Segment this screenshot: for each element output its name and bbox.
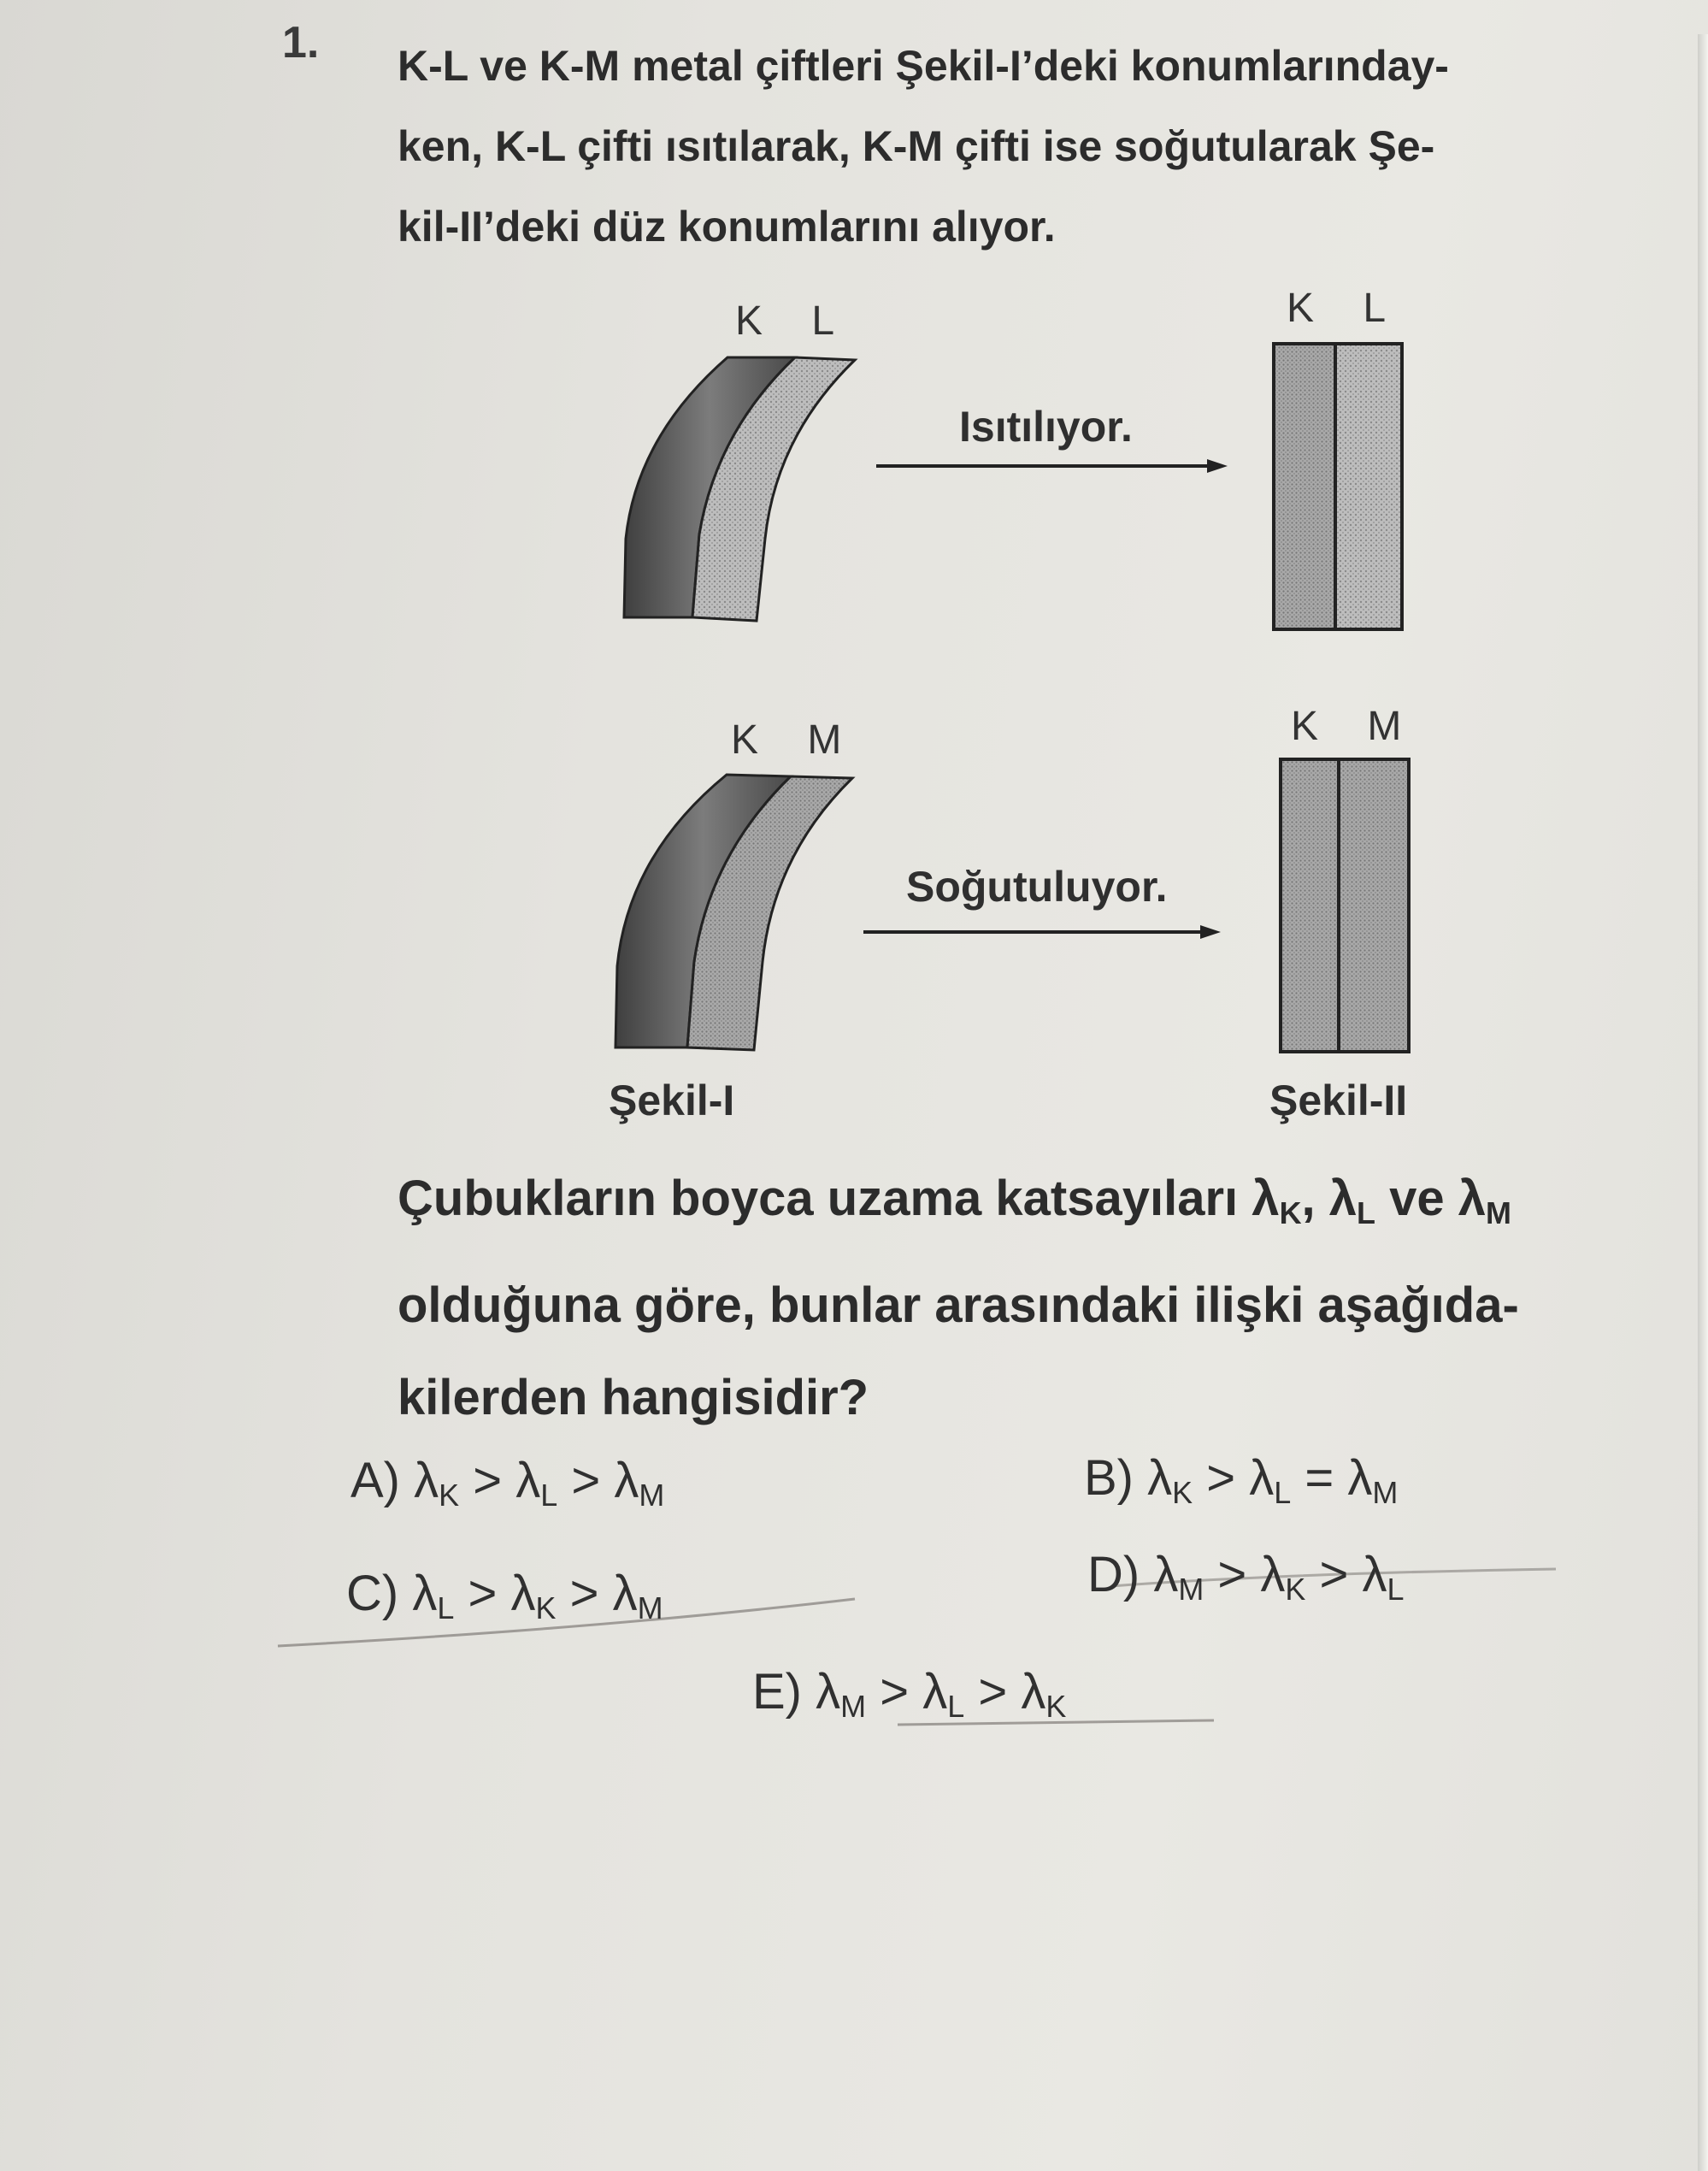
lambda-symbol: λ bbox=[614, 1453, 639, 1508]
label-km-right: K M bbox=[1291, 704, 1421, 749]
lambda-symbol: λ bbox=[1021, 1664, 1046, 1720]
option-a[interactable] bbox=[350, 1452, 664, 1513]
operator: > bbox=[571, 1453, 601, 1508]
subscript: L bbox=[947, 1689, 965, 1725]
caption-sekil-1: Şekil-I bbox=[609, 1077, 735, 1124]
lambda-symbol: λ bbox=[1260, 1547, 1286, 1602]
lambda-symbol: λ bbox=[510, 1566, 536, 1621]
operator: > bbox=[569, 1566, 599, 1621]
lambda-sub-l: L bbox=[1357, 1195, 1375, 1231]
subscript: M bbox=[840, 1689, 867, 1725]
arrow-label-cooling: Soğutuluyor. bbox=[906, 863, 1168, 911]
intro-line-2: ken, K-L çifti ısıtılarak, K-M çifti ise soğutularak Şe- bbox=[398, 122, 1435, 170]
lambda-symbol: λ bbox=[1252, 1171, 1280, 1226]
subscript: L bbox=[437, 1590, 455, 1626]
lambda-symbol: λ bbox=[1362, 1547, 1387, 1602]
operator: > bbox=[1206, 1450, 1236, 1506]
option-letter: E) bbox=[752, 1664, 802, 1720]
option-letter: B) bbox=[1084, 1450, 1134, 1506]
option-letter: A) bbox=[350, 1453, 400, 1508]
option-b[interactable] bbox=[1084, 1449, 1398, 1511]
kl-bent-strips bbox=[624, 357, 855, 621]
operator: = bbox=[1305, 1450, 1334, 1506]
subscript: L bbox=[1387, 1572, 1405, 1608]
lambda-symbol: λ bbox=[612, 1566, 638, 1621]
label-kl-left: K L bbox=[735, 298, 854, 344]
arrow-label-heating: Isıtılıyor. bbox=[959, 403, 1133, 451]
intro-line-1: K-L ve K-M metal çiftleri Şekil-I’deki konumlarınday- bbox=[398, 42, 1449, 90]
lambda-symbol: λ bbox=[1153, 1547, 1179, 1602]
prompt-line-3: kilerden hangisidir? bbox=[398, 1370, 869, 1426]
option-c[interactable] bbox=[346, 1565, 663, 1626]
prompt-line-1 bbox=[398, 1153, 1637, 1260]
lambda-symbol: λ bbox=[414, 1453, 439, 1508]
comma: , bbox=[1301, 1171, 1329, 1226]
km-straight-strips bbox=[1281, 759, 1409, 1052]
prompt-text: Çubukların boyca uzama katsayıları bbox=[398, 1171, 1252, 1226]
option-d[interactable] bbox=[1087, 1546, 1405, 1608]
subscript: M bbox=[637, 1590, 663, 1626]
caption-sekil-2: Şekil-II bbox=[1269, 1077, 1408, 1124]
lambda-symbol: λ bbox=[1458, 1171, 1487, 1226]
lambda-symbol: λ bbox=[1347, 1450, 1373, 1506]
lambda-symbol: λ bbox=[1147, 1450, 1173, 1506]
lambda-sub-m: M bbox=[1486, 1195, 1511, 1231]
option-e[interactable] bbox=[752, 1663, 1066, 1725]
question-number: 1. bbox=[282, 18, 320, 68]
label-kl-right: K L bbox=[1287, 286, 1405, 331]
lambda-symbol: λ bbox=[515, 1453, 541, 1508]
subscript: L bbox=[1274, 1475, 1292, 1511]
subscript: M bbox=[639, 1478, 665, 1513]
intro-line-3: kil-II’deki düz konumlarını alıyor. bbox=[398, 203, 1056, 251]
operator: > bbox=[1319, 1547, 1349, 1602]
subscript: K bbox=[1285, 1572, 1306, 1608]
subscript: K bbox=[535, 1590, 557, 1626]
subscript: M bbox=[1178, 1572, 1204, 1608]
lambda-symbol: λ bbox=[922, 1664, 948, 1720]
lambda-symbol: λ bbox=[412, 1566, 438, 1621]
subscript: K bbox=[439, 1478, 460, 1513]
operator: > bbox=[880, 1664, 910, 1720]
subscript: L bbox=[540, 1478, 558, 1513]
km-bent-strips bbox=[615, 775, 852, 1050]
conjunction-ve: ve bbox=[1375, 1171, 1458, 1226]
subscript: K bbox=[1172, 1475, 1193, 1511]
lambda-symbol: λ bbox=[1328, 1171, 1358, 1226]
operator: > bbox=[473, 1453, 503, 1508]
prompt-line-2: olduğuna göre, bunlar arasındaki ilişki aşağıda- bbox=[398, 1277, 1519, 1334]
operator: > bbox=[468, 1566, 498, 1621]
operator: > bbox=[978, 1664, 1008, 1720]
operator: > bbox=[1217, 1547, 1247, 1602]
lambda-sub-k: K bbox=[1279, 1195, 1302, 1231]
lambda-symbol: λ bbox=[1249, 1450, 1275, 1506]
lambda-symbol: λ bbox=[816, 1664, 841, 1720]
arrow-heating bbox=[876, 459, 1228, 473]
option-letter: C) bbox=[346, 1566, 399, 1621]
kl-straight-strips bbox=[1274, 344, 1402, 629]
arrow-cooling bbox=[863, 925, 1221, 939]
subscript: M bbox=[1372, 1475, 1399, 1511]
question-prompt bbox=[398, 1153, 1637, 1444]
label-km-left: K M bbox=[731, 717, 861, 763]
option-letter: D) bbox=[1087, 1547, 1140, 1602]
subscript: K bbox=[1045, 1689, 1067, 1725]
